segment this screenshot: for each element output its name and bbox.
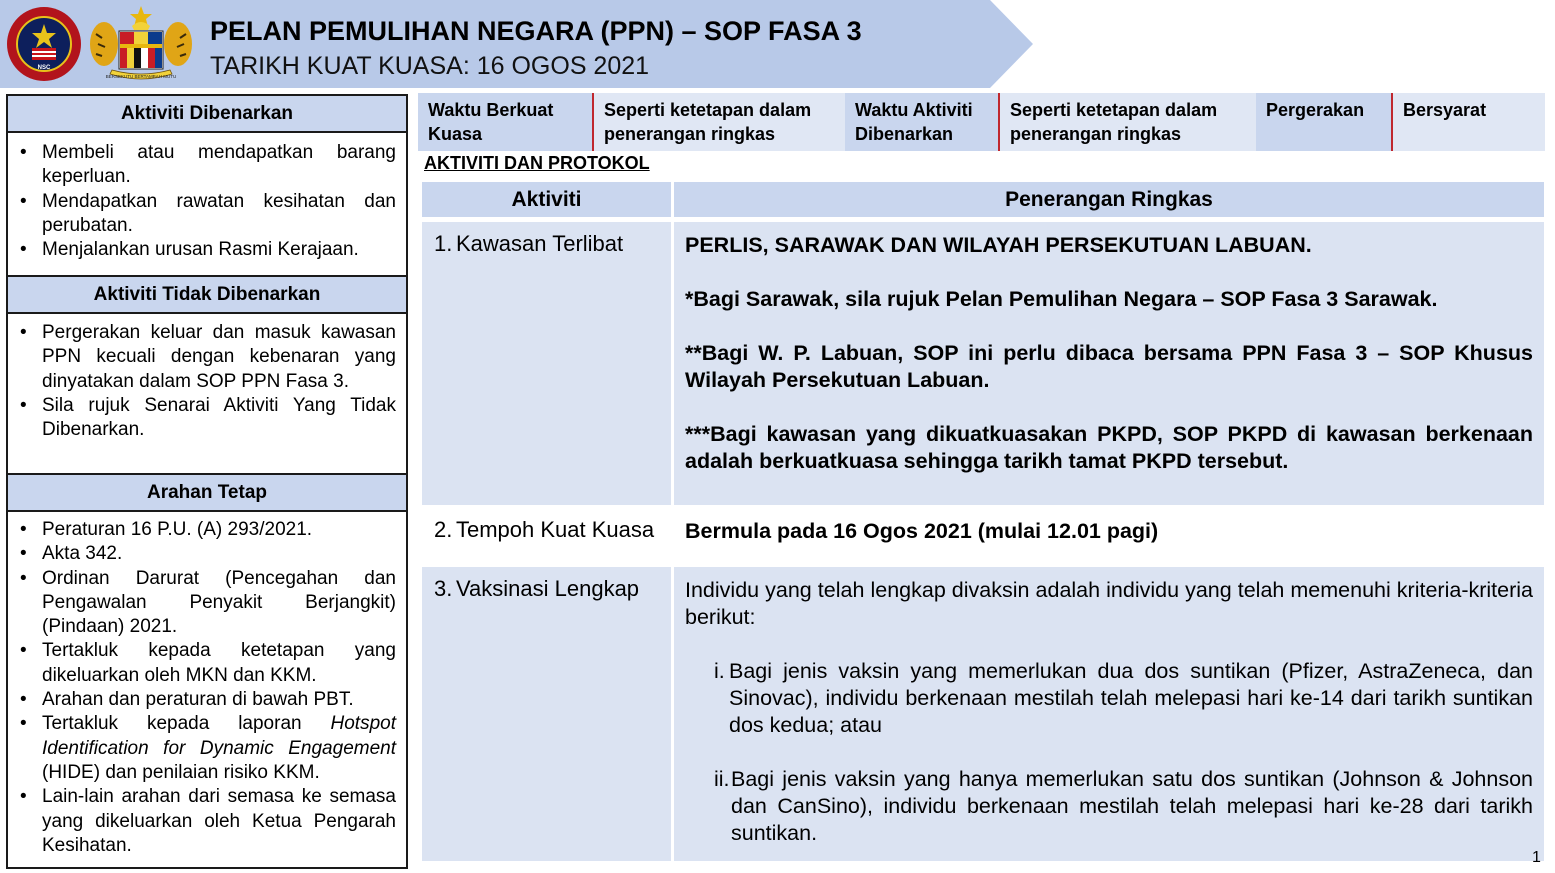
list-item: • Menjalankan urusan Rasmi Kerajaan. bbox=[20, 238, 396, 262]
standing-orders-heading: Arahan Tetap bbox=[8, 475, 406, 512]
table-row bbox=[422, 217, 1544, 505]
row-description bbox=[674, 222, 1544, 505]
pergerakan-label: Pergerakan bbox=[1256, 93, 1393, 151]
list-item: • Tertakluk kepada ketetapan yang dikeluarkan oleh MKN dan KKM. bbox=[20, 639, 396, 688]
row-label: 2. Tempoh Kuat Kuasa bbox=[434, 517, 655, 542]
not-allowed-activities-section bbox=[8, 314, 406, 475]
table-header-row bbox=[422, 182, 1544, 217]
jata-negara-emblem bbox=[86, 4, 196, 84]
list-item: • Lain-lain arahan dari semasa ke semasa yang dikeluarkan oleh Ketua Pengarah Kesihatan. bbox=[20, 785, 396, 858]
table-row bbox=[422, 567, 1544, 861]
affected-areas: PERLIS, SARAWAK DAN WILAYAH PERSEKUTUAN LABUAN. bbox=[685, 233, 1312, 257]
pkpd-note: ***Bagi kawasan yang dikuatkuasakan PKPD, SOP PKPD di kawasan berkenaan adalah berkuatkuasa sehingga tarikh tamat PKPD tersebut. bbox=[685, 422, 1533, 473]
column-header-description: Penerangan Ringkas bbox=[674, 182, 1544, 217]
svg-text:NSC: NSC bbox=[37, 65, 51, 71]
list-item: • Peraturan 16 P.U. (A) 293/2021. bbox=[20, 518, 396, 542]
allowed-activities-section bbox=[8, 133, 406, 277]
waktu-kuasa-value: Seperti ketetapan dalam penerangan ringkas bbox=[594, 93, 845, 151]
column-header-activity: Aktiviti bbox=[422, 182, 671, 217]
activities-table bbox=[422, 182, 1544, 861]
row-label: 3. Vaksinasi Lengkap bbox=[434, 576, 640, 601]
page-title: PELAN PEMULIHAN NEGARA (PPN) – SOP FASA 3 bbox=[210, 16, 862, 46]
sarawak-note: *Bagi Sarawak, sila rujuk Pelan Pemulihan Negara – SOP Fasa 3 Sarawak. bbox=[685, 287, 1438, 311]
vaccination-criterion: ii. Bagi jenis vaksin yang hanya memerlukan satu dos suntikan (Johnson & Johnson dan CanSino), individu berkenaan mestilah telah melepasi hari ke-28 dari tarikh suntikan. bbox=[714, 767, 1533, 845]
table-row bbox=[422, 505, 1544, 567]
row-label: 1. Kawasan Terlibat bbox=[434, 231, 624, 256]
vaccination-criterion: i. Bagi jenis vaksin yang memerlukan dua dos suntikan (Pfizer, AstraZeneca, dan Sinovac), individu berkenaan mestilah telah melepasi hari ke-14 dari tarikh suntikan dos kedua; atau bbox=[714, 659, 1533, 737]
effective-date-subtitle: TARIKH KUAT KUASA: 16 OGOS 2021 bbox=[210, 52, 650, 80]
list-item: • Pergerakan keluar dan masuk kawasan PPN kecuali dengan kebenaran yang dinyatakan dalam SOP PPN Fasa 3. bbox=[20, 321, 396, 394]
not-allowed-activities-heading: Aktiviti Tidak Dibenarkan bbox=[8, 277, 406, 314]
labuan-note: **Bagi W. P. Labuan, SOP ini perlu dibaca bersama PPN Fasa 3 – SOP Khusus Wilayah Persekutuan Labuan. bbox=[685, 341, 1533, 392]
header-banner bbox=[0, 0, 1035, 88]
waktu-kuasa-label: Waktu Berkuat Kuasa bbox=[418, 93, 594, 151]
list-item: • Akta 342. bbox=[20, 542, 396, 566]
list-item: • Membeli atau mendapatkan barang keperluan. bbox=[20, 141, 396, 190]
row-description bbox=[674, 567, 1544, 861]
waktu-aktiviti-label: Waktu Aktiviti Dibenarkan bbox=[845, 93, 1000, 151]
page-number: 1 bbox=[1532, 849, 1541, 866]
nsc-logo bbox=[6, 6, 82, 82]
standing-orders-section bbox=[8, 512, 406, 867]
vaccination-intro: Individu yang telah lengkap divaksin adalah individu yang telah memenuhi kriteria-kriteria berikut: bbox=[685, 578, 1533, 629]
allowed-activities-heading: Aktiviti Dibenarkan bbox=[8, 96, 406, 133]
list-item: • Arahan dan peraturan di bawah PBT. bbox=[20, 688, 396, 712]
info-row bbox=[418, 93, 1545, 151]
list-item: • Sila rujuk Senarai Aktiviti Yang Tidak Dibenarkan. bbox=[20, 394, 396, 443]
list-item: • Mendapatkan rawatan kesihatan dan perubatan. bbox=[20, 190, 396, 239]
protocol-title: AKTIVITI DAN PROTOKOL bbox=[424, 153, 650, 173]
hide-italic-text: Hotspot Identification for Dynamic Engagement bbox=[42, 713, 396, 759]
effective-period-text: Bermula pada 16 Ogos 2021 (mulai 12.01 pagi) bbox=[674, 505, 1544, 567]
waktu-aktiviti-value: Seperti ketetapan dalam penerangan ringkas bbox=[1000, 93, 1256, 151]
left-panel bbox=[6, 94, 408, 869]
svg-text:BERSEKUTU BERTAMBAH MUTU: BERSEKUTU BERTAMBAH MUTU bbox=[105, 74, 177, 79]
list-item: • Ordinan Darurat (Pencegahan dan Pengawalan Penyakit Berjangkit) (Pindaan) 2021. bbox=[20, 567, 396, 640]
pergerakan-value: Bersyarat bbox=[1393, 93, 1545, 151]
list-item-hide-report: • Tertakluk kepada laporan Hotspot Identification for Dynamic Engagement (HIDE) dan penilaian risiko KKM. bbox=[20, 712, 396, 785]
